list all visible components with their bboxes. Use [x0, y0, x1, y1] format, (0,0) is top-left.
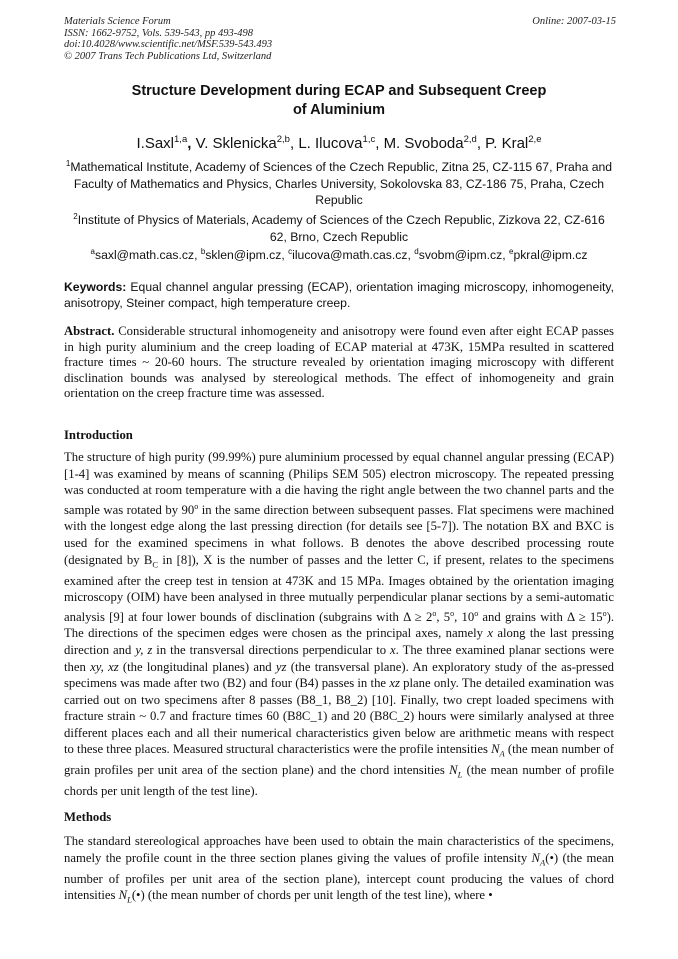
text-run: in the same direction between subsequent passes. Flat specimens were machined with the longest edge along the last pressing direction (for details see [5-7]). The notation BX and BXC is used for the examined specimens in what follows. B denotes the above described processing route (designated by B — [64, 502, 614, 567]
text-run: (•) (the mean number of chords per unit length of the test line), where • — [131, 888, 493, 903]
italic-var: xy, — [90, 659, 104, 674]
italic-var: N — [531, 850, 541, 865]
keywords-label: Keywords: — [64, 280, 127, 294]
issn-line: ISSN: 1662-9752, Vols. 539-543, pp 493-498 — [64, 27, 253, 39]
subscript: A — [499, 748, 505, 759]
author-name: I.Saxl — [136, 135, 175, 152]
text-run: , 5 — [436, 609, 451, 624]
email-sup: c — [288, 247, 293, 256]
doi-line: doi:10.4028/www.scientific.net/MSF.539-543.493 — [64, 39, 273, 50]
affiliation-text: Mathematical Institute, Academy of Sciences of the Czech Republic, Zitna 25, CZ-115 67, Praha and Faculty of Mathematics and Physics, Charles University, Sokolovska 83, CZ-186 75, Praha, Czech Republic — [70, 160, 613, 208]
affiliation-text: Institute of Physics of Materials, Academy of Sciences of the Czech Republic, Zizkova 22, CZ-616 62, Brno, Czech Republic — [77, 213, 605, 244]
methods-paragraph — [64, 833, 614, 908]
italic-var: N — [118, 888, 128, 903]
author-sup: 1,c — [362, 134, 376, 145]
email-sup: b — [200, 247, 206, 256]
email-link[interactable]: svobm@ipm.cz — [418, 248, 503, 263]
subscript: A — [540, 857, 546, 868]
text-run: ). The directions of the specimen edges were chosen as the principal axes, namely — [64, 609, 615, 641]
italic-var: x — [390, 643, 396, 658]
italic-var: N — [449, 763, 458, 778]
affiliation-sup: 1 — [65, 159, 71, 168]
title-line-1: Structure Development during ECAP and Subsequent Creep — [131, 83, 547, 99]
subscript: C — [152, 559, 159, 570]
text-run: in [8]), X is the number of passes and the letter C, if present, relates to the specimens examined after the creep test in tension at 473K and 15 MPa. Images obtained by the orientation imaging microscopy (OIM) have been analysed in three mutually perpendicular planar sections by a semi-automatic analysis [9] at four lower bounds of disclination (subgrains with Δ ≥ 2 — [64, 552, 614, 624]
introduction-paragraph — [64, 449, 614, 800]
italic-var: xz — [389, 676, 400, 691]
text-run: (the mean number of profile chords per unit length of the test line). — [64, 763, 614, 799]
author-name: P. Kral — [485, 135, 529, 152]
text-run: The structure of high purity (99.99%) pure aluminium processed by equal channel angular pressing (ECAP) [1-4] was examined by means of scanning (Philips SEM 505) electron microscopy. The repeated pressing was conducted at room temperature with a die having the right angle between the two channel parts and the sample was rotated by 90 — [64, 450, 614, 517]
email-sup: e — [508, 247, 514, 256]
italic-var: N — [491, 742, 500, 757]
abstract-text: Considerable structural inhomogeneity and anisotropy were found even after eight ECAP passes in high purity aluminium and the creep loading of ECAP material at 473K, 15MPa resulted in scattered fracture times ~ 20-60 hours. The structure revealed by orientation imaging microscopy with different disclination bounds was analysed by stereological methods. The effect of inhomogeneity and grain orientation on the creep fracture time was assessed. — [64, 324, 614, 401]
text-run: (the mean number of grain profiles per unit area of the section plane) and the chord intensities — [64, 742, 614, 778]
paper-title — [64, 82, 614, 120]
text-run: (•) (the mean number of profiles per unit area of the section plane), intercept count producing the values of chord intensities — [64, 850, 615, 903]
degree-sup: o — [450, 608, 455, 618]
subscript: L — [457, 769, 463, 780]
keywords-text: Equal channel angular pressing (ECAP), orientation imaging microscopy, inhomogeneity, anisotropy, Steiner compact, high temperature creep. — [64, 280, 614, 310]
italic-var: yz — [275, 659, 287, 674]
email-link[interactable]: ilucova@math.cas.cz — [292, 248, 408, 263]
journal-name: Materials Science Forum — [64, 16, 171, 27]
author-separator: , — [375, 135, 384, 152]
text-run: and grains with Δ ≥ 15 — [478, 609, 603, 624]
email-sup: a — [90, 247, 95, 256]
author-sup: 1,a — [174, 134, 188, 145]
email-link[interactable]: saxl@math.cas.cz — [95, 248, 195, 263]
methods-heading: Methods — [64, 810, 112, 824]
italic-var: xz — [108, 659, 119, 674]
email-sup: d — [414, 247, 419, 256]
author-separator: , — [187, 135, 196, 152]
introduction-heading: Introduction — [64, 428, 133, 442]
text-run: plane only. The detailed examination was carried out on two specimens after 8 passes (B8_1, B8_2) [10]. Finally, two crept loaded specimens with fracture strain ~ 0.7 and fracture times 60 (B8C_1) and 20 (B8C_2) hours were similarly analysed at three different places each and all their numerical characteristics given below are arithmetic means with respect to these three places. Measured structural characteristics were the profile intensities — [64, 676, 614, 757]
subscript: L — [127, 894, 132, 905]
text-run: (the transversal plane). An exploratory study of the as-pressed specimens was made after two (B2) and four (B4) passes in the — [64, 659, 614, 691]
text-run: . The three examined planar sections were then — [64, 643, 614, 674]
text-run: , 10 — [454, 609, 475, 624]
abstract-block — [64, 324, 614, 402]
text-run: in the transversal directions perpendicular to — [152, 643, 391, 658]
email-link[interactable]: pkral@ipm.cz — [513, 248, 588, 263]
degree-sup: o — [194, 501, 199, 511]
abstract-label: Abstract. — [64, 324, 115, 338]
affiliation-1 — [64, 156, 614, 209]
author-sup: 2,d — [463, 134, 477, 145]
online-date: Online: 2007-03-15 — [532, 16, 616, 27]
author-name: L. Ilucova — [298, 135, 363, 152]
author-name: V. Sklenicka — [195, 135, 277, 152]
italic-var: x — [487, 626, 493, 641]
author-sup: 2,b — [276, 134, 290, 145]
title-line-2: of Aluminium — [292, 102, 386, 118]
email-list: $^a$saxl@math.cas.cz, $^b$sklen@ipm.cz, $^c$ilucova@math.cas.cz, $^d$svobm@ipm.cz, $^e$pkral@ipm.cz — [90, 247, 588, 263]
copyright-line: © 2007 Trans Tech Publications Ltd, Switzerland — [64, 50, 272, 62]
email-link[interactable]: sklen@ipm.cz — [205, 248, 282, 263]
text-run: The standard stereological approaches have been used to obtain the main characteristics of the specimens, namely the profile count in the three section planes giving the values of profile intensity — [64, 834, 614, 865]
degree-sup: o — [474, 608, 479, 618]
author-list — [64, 130, 614, 154]
text-run: (the longitudinal planes) and — [118, 659, 276, 674]
author-separator: , — [289, 135, 299, 152]
author-separator: , — [476, 135, 486, 152]
journal-header — [64, 16, 272, 62]
italic-var: y, z — [135, 643, 153, 658]
affiliation-2 — [64, 209, 614, 245]
keywords-block — [64, 280, 614, 311]
degree-sup: o — [602, 608, 607, 618]
degree-sup: o — [432, 608, 437, 618]
affiliation-sup: 2 — [73, 212, 78, 221]
author-name: M. Svoboda — [383, 135, 464, 152]
author-sup: 2,e — [528, 134, 542, 145]
text-run: along the last pressing direction and — [64, 626, 614, 658]
